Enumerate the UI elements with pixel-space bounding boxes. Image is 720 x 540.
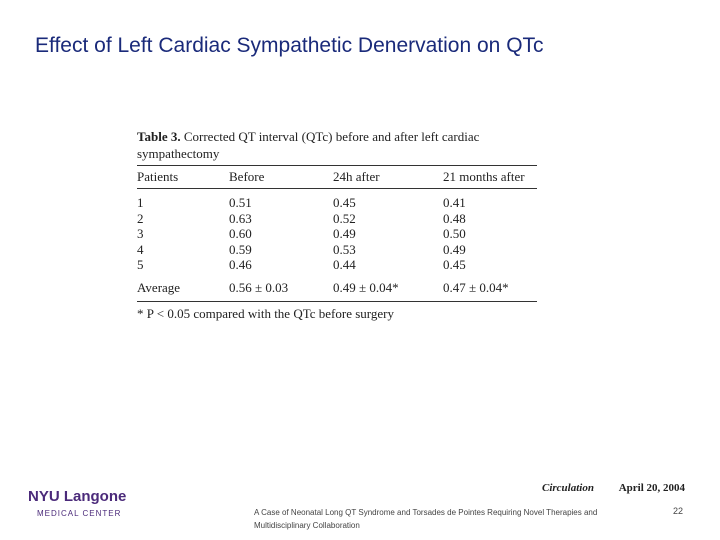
table-caption xyxy=(137,128,537,162)
cell-21-months-after: 0.48 xyxy=(443,210,466,226)
slide-footer: A Case of Neonatal Long QT Syndrome and Torsades de Pointes Requiring Novel Therapies and Multidisciplinary Collaboration xyxy=(254,508,598,530)
cell-patient: 1 xyxy=(137,195,144,211)
page-number: 22 xyxy=(673,506,684,516)
table-row xyxy=(137,257,537,273)
logo-line-2: MEDICAL CENTER xyxy=(37,509,122,518)
cell-average-before: 0.56 ± 0.03 xyxy=(229,280,289,295)
cell-patient: 4 xyxy=(137,241,144,257)
table-row xyxy=(137,195,537,211)
nyu-langone-logo xyxy=(28,488,127,528)
table-average-row xyxy=(137,273,537,296)
cell-patient: 2 xyxy=(137,210,144,226)
cell-24h-after: 0.53 xyxy=(333,241,356,257)
cell-before: 0.60 xyxy=(229,226,252,242)
table-row xyxy=(137,242,537,258)
cell-24h-after: 0.52 xyxy=(333,210,356,226)
cell-average-24h-after: 0.49 ± 0.04* xyxy=(333,280,399,295)
header-patients: Patients xyxy=(137,169,179,184)
cell-21-months-after: 0.41 xyxy=(443,195,466,211)
table-row xyxy=(137,211,537,227)
cell-21-months-after: 0.45 xyxy=(443,257,466,273)
header-21-months-after: 21 months after xyxy=(443,169,525,184)
qtc-table-figure xyxy=(137,128,537,322)
header-24h-after: 24h after xyxy=(333,169,380,184)
journal-citation xyxy=(542,482,685,494)
cell-patient: 3 xyxy=(137,226,144,242)
qtc-table xyxy=(137,166,537,188)
cell-24h-after: 0.44 xyxy=(333,257,356,273)
table-bottom-rule xyxy=(137,301,537,302)
header-before: Before xyxy=(229,169,265,184)
journal-name: Circulation xyxy=(542,482,594,494)
logo-line-1: NYU Langone xyxy=(28,488,127,505)
cell-before: 0.51 xyxy=(229,195,252,211)
cell-average-label: Average xyxy=(137,280,181,295)
qtc-table-body xyxy=(137,189,537,296)
table-footnote: * P < 0.05 compared with the QTc before surgery xyxy=(137,305,394,321)
cell-21-months-after: 0.50 xyxy=(443,226,466,242)
cell-patient: 5 xyxy=(137,257,144,273)
table-caption-text: Corrected QT interval (QTc) before and after left cardiac sympathectomy xyxy=(137,129,480,161)
cell-24h-after: 0.49 xyxy=(333,226,356,242)
table-header-row xyxy=(137,166,537,188)
cell-average-21-months-after: 0.47 ± 0.04* xyxy=(443,280,509,295)
cell-before: 0.59 xyxy=(229,241,252,257)
cell-before: 0.46 xyxy=(229,257,252,273)
journal-date: April 20, 2004 xyxy=(618,482,686,494)
table-caption-label: Table 3. xyxy=(137,129,181,144)
slide-title: Effect of Left Cardiac Sympathetic Denervation on QTc xyxy=(35,34,544,57)
table-row xyxy=(137,226,537,242)
cell-before: 0.63 xyxy=(229,210,252,226)
cell-21-months-after: 0.49 xyxy=(443,241,466,257)
cell-24h-after: 0.45 xyxy=(333,195,356,211)
